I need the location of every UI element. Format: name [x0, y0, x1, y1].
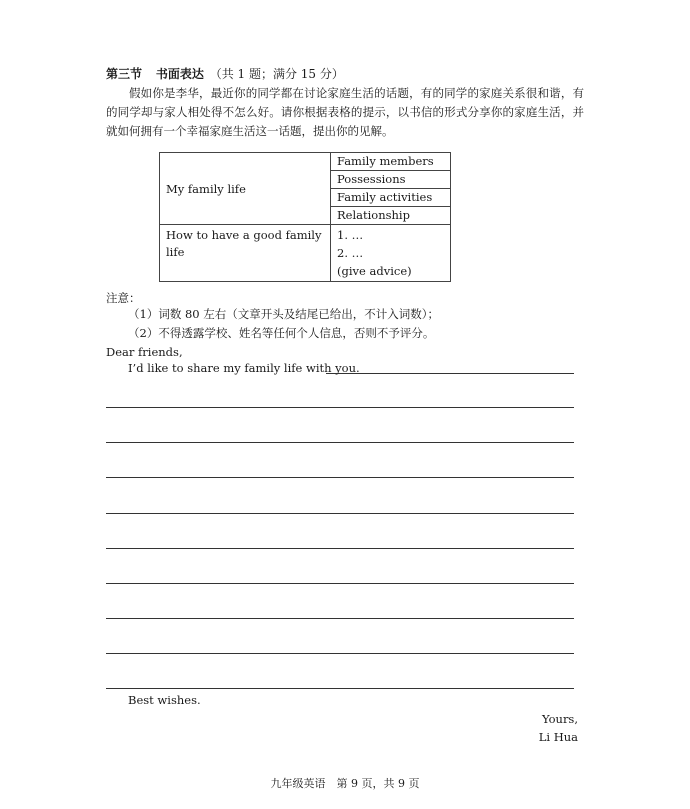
writing-outline-table [159, 152, 451, 282]
section-number: 第三节 [106, 67, 143, 81]
table-cell: Relationship [331, 207, 451, 225]
letter-opening: I’d like to share my family life with you. [128, 361, 360, 375]
table-row-label: My family life [160, 153, 331, 225]
answer-line [106, 618, 574, 619]
table-cell: Family members [331, 153, 451, 171]
advice-item: (give advice) [337, 264, 412, 278]
letter-closing: Best wishes. [128, 693, 201, 707]
letter-salutation: Dear friends, [106, 345, 183, 359]
notes-title: 注意： [106, 291, 141, 305]
answer-line [106, 653, 574, 654]
table-row-label: How to have a good family life [160, 225, 331, 282]
answer-line [106, 583, 574, 584]
answer-line [106, 513, 574, 514]
table-cell-advice [331, 225, 451, 282]
task-instructions: 假如你是李华，最近你的同学都在讨论家庭生活的话题，有的同学的家庭关系很和谐，有的同学却与家人相处得不怎么好。请你根据表格的提示，以书信的形式分享你的家庭生活，并就如何拥有一个幸福家庭生活这一话题，提出你的见解。 [106, 86, 584, 138]
answer-line [106, 688, 574, 689]
table-cell: Family activities [331, 189, 451, 207]
advice-item: 1. … [337, 228, 364, 242]
answer-line [106, 407, 574, 408]
answer-line [106, 442, 574, 443]
answer-line [106, 548, 574, 549]
advice-item: 2. … [337, 246, 364, 260]
note-item: （1）词数 80 左右（文章开头及结尾已给出，不计入词数）； [128, 307, 440, 321]
table-cell: Possessions [331, 171, 451, 189]
answer-line [326, 373, 574, 374]
letter-signature: Li Hua [538, 730, 578, 744]
section-heading [106, 66, 344, 82]
section-score-note: （共 1 题；满分 15 分） [209, 67, 344, 81]
note-item: （2）不得透露学校、姓名等任何个人信息，否则不予评分。 [128, 326, 435, 340]
letter-yours: Yours, [542, 712, 578, 726]
answer-line [106, 477, 574, 478]
page-footer: 九年级英语 第 9 页，共 9 页 [270, 777, 420, 790]
section-name: 书面表达 [155, 67, 204, 81]
